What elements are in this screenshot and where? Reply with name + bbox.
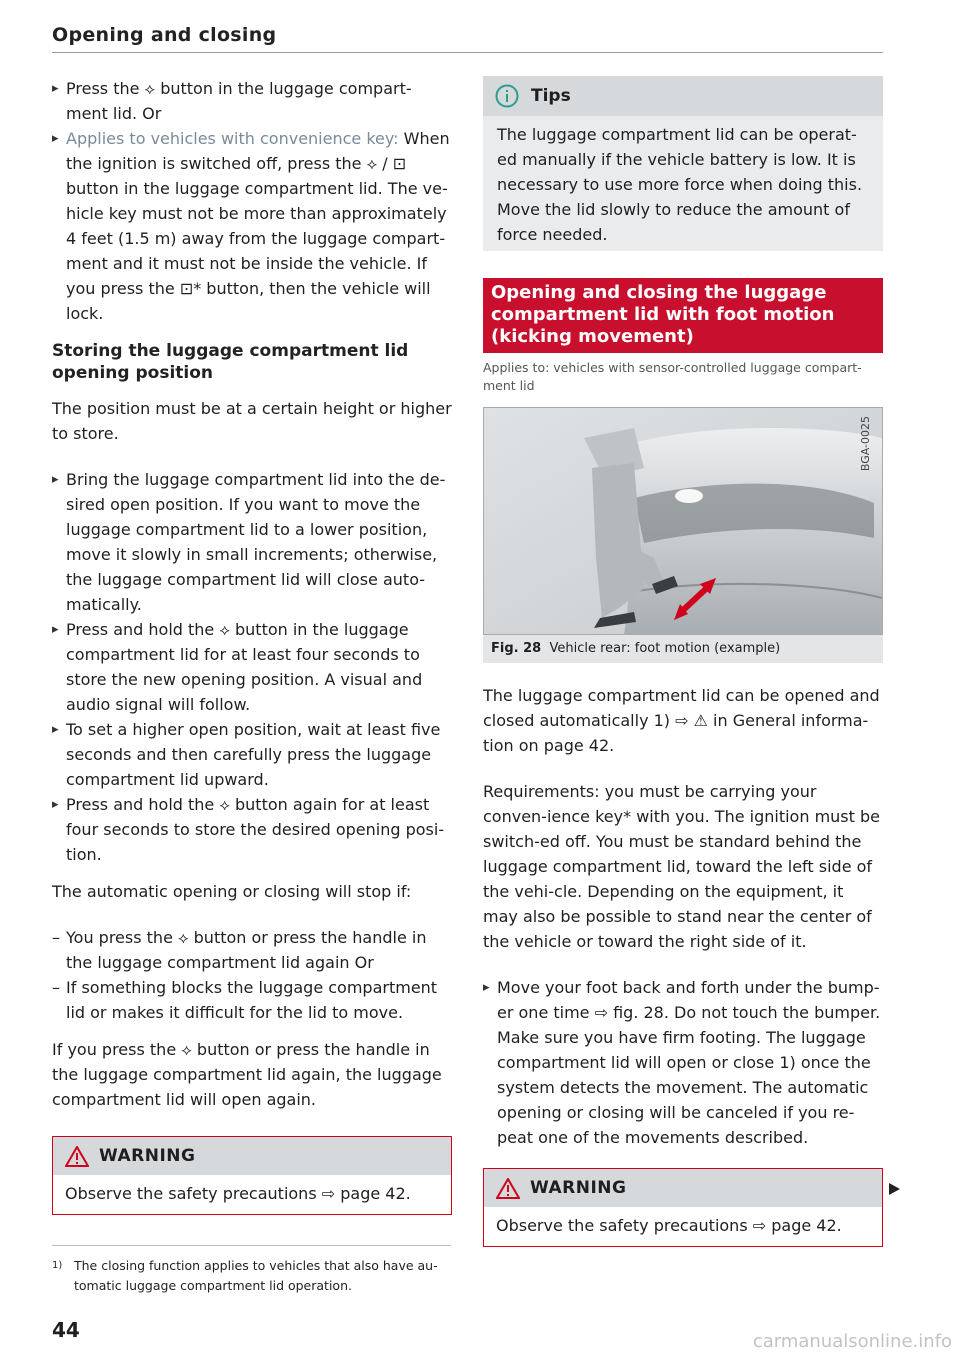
watermark: carmanualsonline.info [752,1331,952,1352]
info-icon [495,84,519,108]
intro-bullet-2-text: When the ignition is switched off, press the ⟡ / ⊡ button in the luggage compartment lid. The ve-hicle key must not be more than approximately 4 feet (1.5 m) away from the luggage compart-ment and it must not be inside the vehicle. If you press the ⊡* button, then the vehicle will lock. [66,129,450,323]
applies-note: Applies to vehicles with convenience key: [66,129,399,148]
storing-heading: Storing the luggage compartment lid opening position [52,341,409,383]
stop-item-2: – If something blocks the luggage compartment lid or makes it difficult for the lid to move. [52,975,452,1025]
page-number: 44 [52,1318,80,1342]
header-rule [52,52,883,53]
footnote [52,1256,452,1296]
footnote-mark: 1) [52,1260,63,1271]
warning-header-right [484,1169,882,1207]
figure-caption [483,635,883,663]
warning-triangle-icon [65,1146,89,1167]
stop-intro: The automatic opening or closing will stop if: [52,882,412,901]
figure-caption-text: Vehicle rear: foot motion (example) [549,641,781,656]
figure-label: Fig. 28 [491,641,542,656]
paragraph-requirements: Requirements: you must be carrying your conven-ience key* with you. The ignition must be switch-ed off. You must be standard behind the luggage compartment lid, toward the left side of the vehi-cle. Depending on the equipment, it may also be possible to stand near the center of the vehicle or toward the right side of it. [483,782,880,951]
storing-bullet-2: ▸ Press and hold the ⟡ button in the luggage compartment lid for at least four seconds to store the new opening position. A visual and audio signal will follow. [52,617,452,717]
stop-item-1: – You press the ⟡ button or press the handle in the luggage compartment lid again Or [52,925,452,975]
intro-bullet-1: ▸ Press the ⟡ button in the luggage compart-ment lid. Or [52,76,452,126]
right-column [483,76,883,1247]
storing-bullet-1: ▸ Bring the luggage compartment lid into the de-sired open position. If you want to move the luggage compartment lid to a lower position, move it slowly in small increments; otherwise, the luggage compartment lid will close auto-matically. [52,467,452,617]
tips-box [483,76,883,251]
footnote-text: The closing function applies to vehicles that also have au-tomatic luggage compartment lid operation. [74,1258,438,1293]
storing-bullet-4: ▸ Press and hold the ⟡ button again for at least four seconds to store the desired opening posi-tion. [52,792,452,867]
warning-header [53,1137,451,1175]
warning-title: WARNING [99,1145,196,1166]
continue-arrow-icon [887,1182,901,1196]
figure-28 [483,407,883,635]
storing-bullet-3: ▸ To set a higher open position, wait at least five seconds and then carefully press the luggage compartment lid upward. [52,717,452,792]
warning-text-right: Observe the safety precautions ⇨ page 42. [496,1216,842,1235]
section-heading-red: Opening and closing the luggage compartment lid with foot motion (kicking movement) [483,278,883,353]
paragraph-automatic: The luggage compartment lid can be opened and closed automatically 1) ⇨ ⚠ in General informa-tion on page 42. [483,686,880,755]
section-title: Opening and closing [52,24,277,46]
warning-triangle-icon [496,1178,520,1199]
vehicle-rear-illustration [484,408,882,634]
applies-to-note: Applies to: vehicles with sensor-controlled luggage compart-ment lid [483,360,862,393]
left-column [52,76,452,1215]
footnote-rule [52,1245,451,1246]
reopen-paragraph: If you press the ⟡ button or press the handle in the luggage compartment lid again, the luggage compartment lid will open again. [52,1040,442,1109]
tips-header [483,76,883,116]
foot-motion-bullet: ▸ Move your foot back and forth under the bump-er one time ⇨ fig. 28. Do not touch the bumper. Make sure you have firm footing. The luggage compartment lid will open or close 1) once the system detects the movement. The automatic opening or closing will be canceled if you re-peat one of the movements described. [483,975,883,1150]
tips-text: The luggage compartment lid can be operat-ed manually if the vehicle battery is low. It is necessary to use more force when doing this. Move the lid slowly to reduce the amount of force needed. [497,125,863,244]
warning-box-left [52,1136,452,1215]
warning-title-right: WARNING [530,1177,627,1198]
intro-bullet-2 [52,126,452,326]
warning-box-right [483,1168,883,1247]
figure-code: BGA-0025 [859,416,872,472]
tips-title: Tips [531,85,571,106]
storing-paragraph: The position must be at a certain height or higher to store. [52,399,452,443]
warning-text: Observe the safety precautions ⇨ page 42. [65,1184,411,1203]
